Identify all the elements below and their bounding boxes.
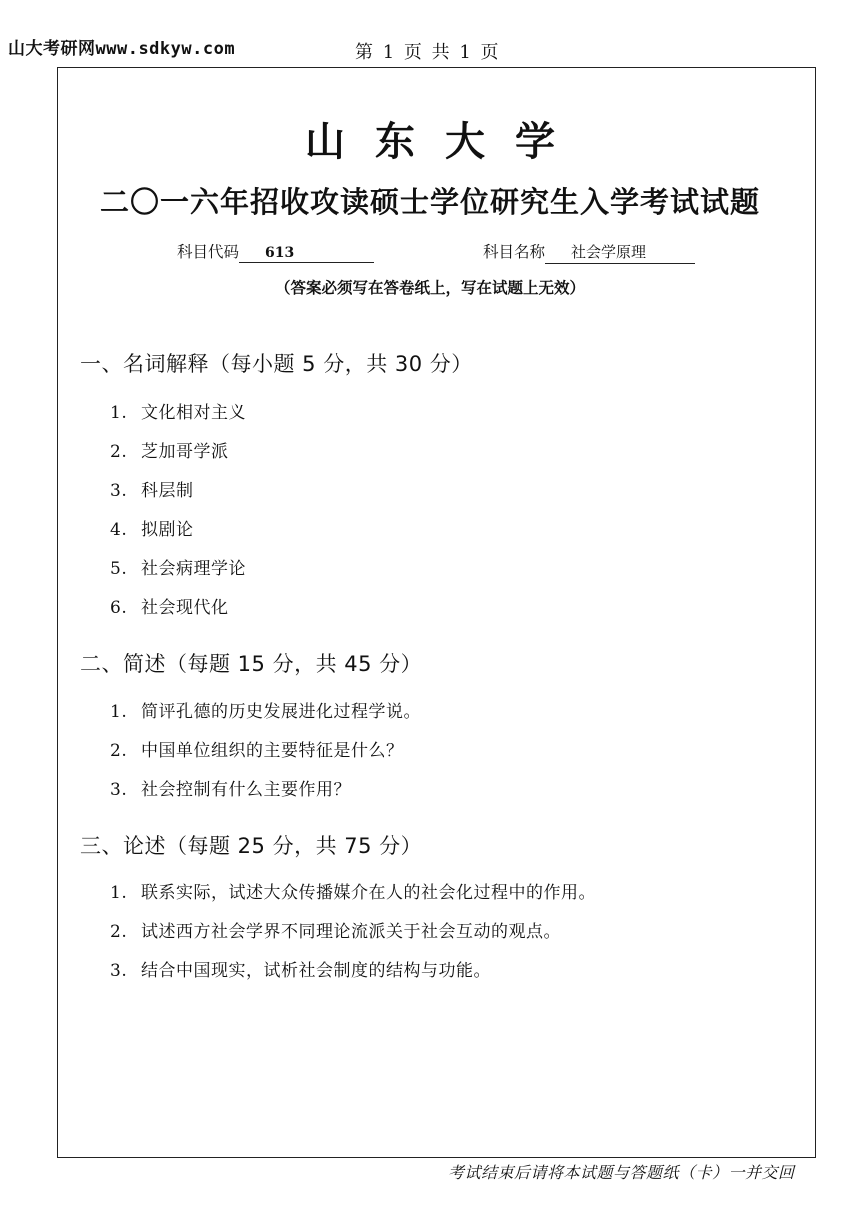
question-item bbox=[110, 697, 421, 722]
question-text: 拟剧论 bbox=[141, 520, 194, 540]
question-number: 6. bbox=[110, 598, 128, 618]
section-heading-1: 一、名词解释（每小题 5 分，共 30 分） bbox=[80, 352, 473, 376]
question-item bbox=[110, 554, 246, 579]
question-item bbox=[110, 736, 404, 761]
question-number: 1. bbox=[110, 883, 128, 903]
question-text: 社会控制有什么主要作用？ bbox=[141, 780, 351, 800]
question-number: 3. bbox=[110, 780, 128, 800]
question-text: 试述西方社会学界不同理论流派关于社会互动的观点。 bbox=[141, 922, 561, 942]
question-item bbox=[110, 515, 194, 540]
subject-name-row bbox=[483, 240, 695, 264]
question-item bbox=[110, 878, 596, 903]
question-text: 科层制 bbox=[141, 481, 194, 501]
subject-code-value: 613 bbox=[239, 245, 374, 263]
question-number: 4. bbox=[110, 520, 128, 540]
question-number: 3. bbox=[110, 481, 128, 501]
question-number: 2. bbox=[110, 922, 128, 942]
question-text: 中国单位组织的主要特征是什么？ bbox=[141, 741, 404, 761]
question-number: 2. bbox=[110, 741, 128, 761]
question-number: 2. bbox=[110, 442, 128, 462]
subject-code-row bbox=[177, 240, 374, 263]
question-text: 社会现代化 bbox=[141, 598, 229, 618]
question-text: 联系实际，试述大众传播媒介在人的社会化过程中的作用。 bbox=[141, 883, 596, 903]
question-item bbox=[110, 476, 194, 501]
question-item bbox=[110, 917, 561, 942]
question-item bbox=[110, 398, 246, 423]
question-number: 1. bbox=[110, 403, 128, 423]
subject-name-label: 科目名称 bbox=[483, 243, 546, 261]
question-number: 5. bbox=[110, 559, 128, 579]
subject-name-value: 社会学原理 bbox=[545, 241, 695, 264]
site-header: 山大考研网www.sdkyw.com bbox=[8, 39, 236, 59]
question-text: 简评孔德的历史发展进化过程学说。 bbox=[141, 702, 421, 722]
page-counter: 第 1 页 共 1 页 bbox=[355, 42, 501, 63]
footer-note: 考试结束后请将本试题与答题纸（卡）一并交回 bbox=[448, 1163, 795, 1182]
section-heading-2: 二、简述（每题 15 分，共 45 分） bbox=[80, 652, 423, 676]
question-item bbox=[110, 956, 491, 981]
question-text: 芝加哥学派 bbox=[141, 442, 229, 462]
university-name: 山东大学 bbox=[305, 118, 585, 165]
exam-title: 二〇一六年招收攻读硕士学位研究生入学考试试题 bbox=[99, 185, 760, 219]
question-text: 结合中国现实，试析社会制度的结构与功能。 bbox=[141, 961, 491, 981]
question-item bbox=[110, 775, 351, 800]
question-item bbox=[110, 437, 229, 462]
question-text: 社会病理学论 bbox=[141, 559, 246, 579]
question-text: 文化相对主义 bbox=[141, 403, 246, 423]
section-heading-3: 三、论述（每题 25 分，共 75 分） bbox=[80, 834, 423, 858]
question-number: 3. bbox=[110, 961, 128, 981]
question-item bbox=[110, 593, 229, 618]
answer-notice: （答案必须写在答卷纸上，写在试题上无效） bbox=[274, 279, 585, 297]
subject-code-label: 科目代码 bbox=[177, 243, 240, 261]
question-number: 1. bbox=[110, 702, 128, 722]
